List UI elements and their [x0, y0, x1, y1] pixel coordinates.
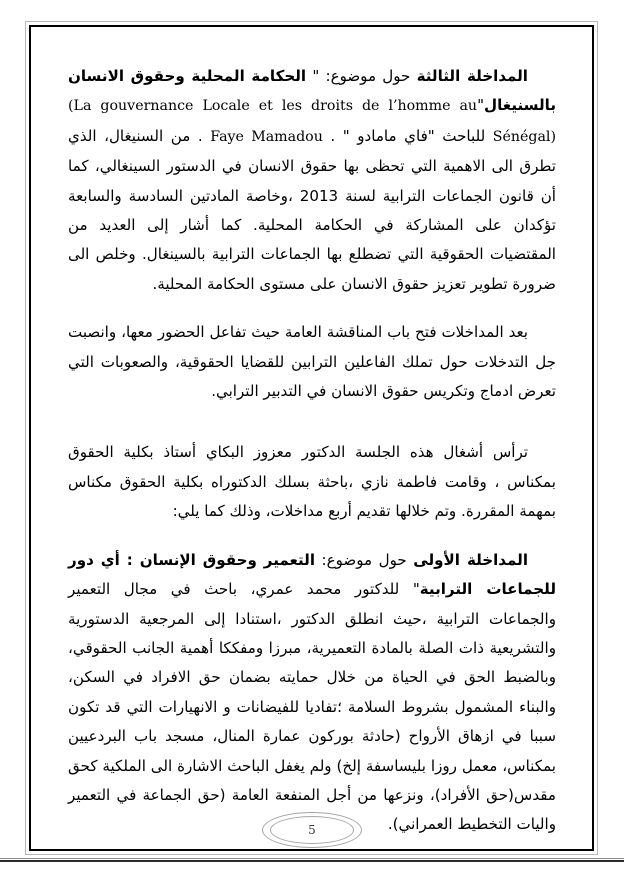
- page-number-text: 5: [308, 823, 316, 837]
- p1-subject-bold: الحكامة المحلية وحقوق الانسان بالسنيغال: [68, 67, 556, 115]
- paragraph-spacer-2: [68, 406, 556, 425]
- paragraph-spacer-4: [68, 527, 556, 546]
- footer-divider-rule: [0, 858, 624, 862]
- page-number-badge: [262, 812, 362, 848]
- p1-title-bold: المداخلة الثالثة: [416, 67, 528, 85]
- p1-researcher: للباحث "فاي مامادو " .: [322, 126, 493, 145]
- p4-body: " للدكتور محمد عمري، باحث في مجال التعمير والجماعات الترابية ،حيث انطلق الدكتور ،استنادا إلى المرجعية الدستورية والتشريعية ذات الصلة بالمادة التعميرية، مبرزا ومفككا أهمية الجانب الحقوقي، وبالضبط الحق في الحياة من خلال حمايته بضمان حق الافراد في السكن، والبناء المشمول بشروط السلامة ؛تفاديا للفيضانات و الانهيارات التي قد تكون سببا في ازهاق الأرواح (حادثة بوركون عمارة المنال، مسجد باب البردعيين بمكناس، معمل روزا بليساسفة إلخ) ولم يغفل الباحث الاشارة الى الملكية كحق مقدس(حق الأفراد)، ونزعها من أجل المنفعة العامة (حق الجماعة في التعمير واليات التخطيط العمراني).: [68, 580, 556, 834]
- paragraph-spacer-3: [68, 425, 556, 438]
- paragraph-spacer-1: [68, 299, 556, 318]
- paragraph-general-discussion: بعد المداخلات فتح باب المناقشة العامة حيث تفاعل الحضور معها، وانصبت جل التدخلات حول تملك الفاعلين الترابين للقضايا الحقوقية، والصعوبات التي تعرض ادماج وتكريس حقوق الانسان في التدبير الترابي.: [68, 323, 556, 401]
- paragraph-third-intervention: [68, 62, 556, 299]
- p1-connector: حول موضوع: ": [306, 67, 417, 85]
- paragraph-first-intervention: [68, 546, 556, 840]
- p1-quote-close: ": [477, 96, 485, 115]
- p1-body: . من السنيغال، الذي تطرق الى الاهمية التي تحظى بها حقوق الانسان في الدستور السينغالي، كما أن قانون الجماعات الترابية لسنة 2013 ،وخاصة المادتين السادسة والسابعة تؤكدان على المشاركة في الحكامة المحلية. كما أشار إلى العديد من المقتضيات الحقوقية التي تضطلع بها الجماعات الترابية بالسينغال. وخلص الى ضرورة تطوير تعزيز حقوق الانسان على مستوى الحكامة المحلية.: [68, 126, 556, 293]
- p4-title-bold: المداخلة الأولى: [413, 550, 528, 569]
- p4-subject-bold: التعمير وحقوق الإنسان : أي دور للجماعات الترابية: [68, 550, 556, 599]
- paragraph-session-chair: ترأس أشغال هذه الجلسة الدكتور معزوز البكاي أستاذ بكلية الحقوق بمكناس ، وقامت فاطمة نازي ،باحثة بسلك الدكتوراه بكلية الحقوق مكناس بمهمة المقررة. وتم خلالها تقديم أربع مداخلات، وذلك كما يلي:: [68, 443, 556, 521]
- p4-connector: حول موضوع:: [315, 550, 414, 569]
- page-footer: [0, 812, 624, 872]
- p1-french-title: (La gouvernance Locale et les droits de l’homme au Sénégal): [68, 98, 556, 145]
- document-body: [68, 62, 556, 840]
- p1-researcher-latin-name: Faye Mamadou: [210, 128, 323, 145]
